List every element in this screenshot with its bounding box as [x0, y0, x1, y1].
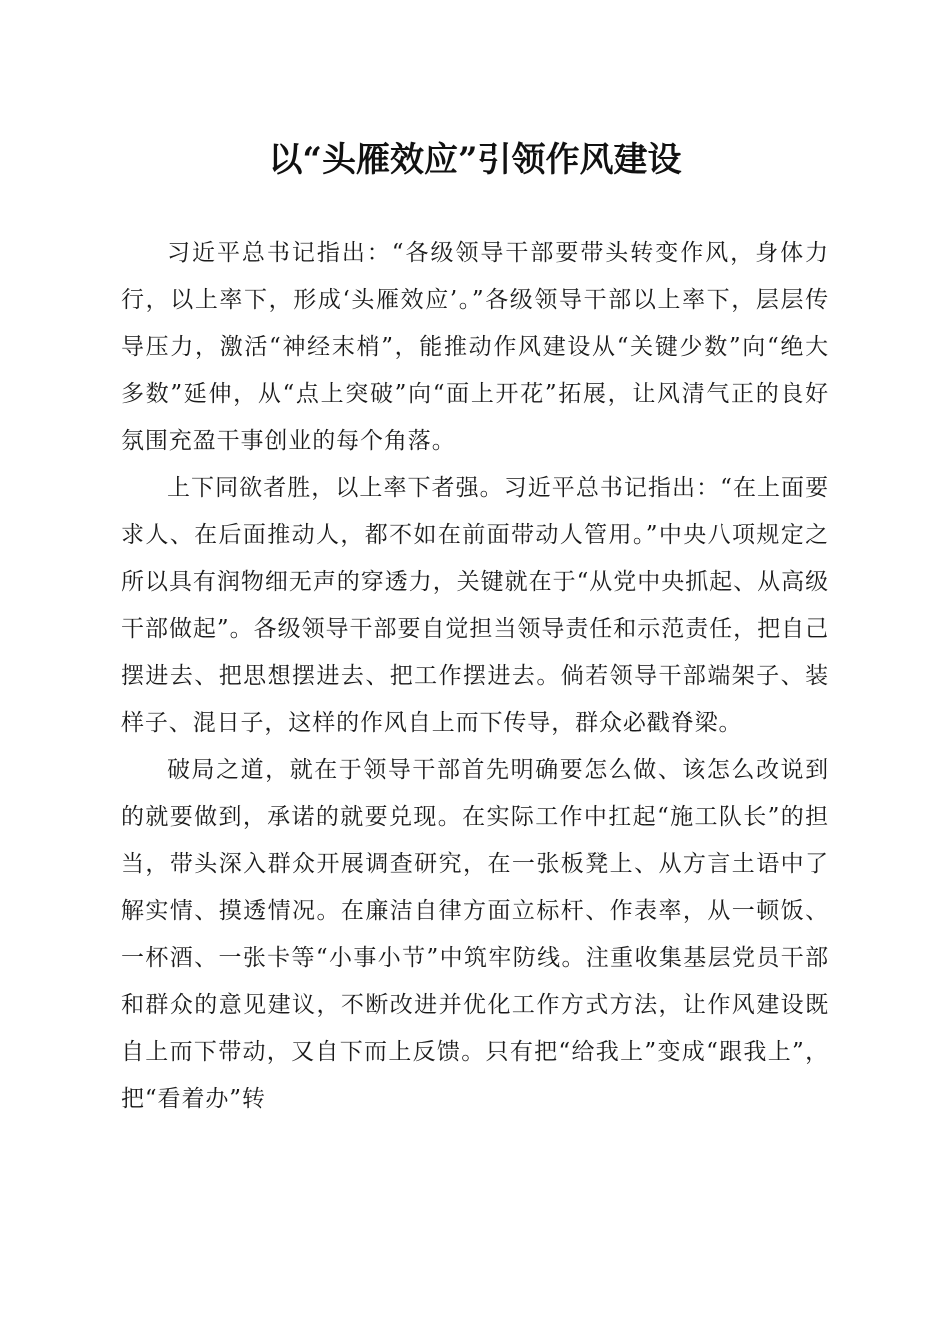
document-title: 以“头雁效应”引领作风建设	[268, 140, 682, 180]
paragraph-3: 破局之道，就在于领导干部首先明确要怎么做、该怎么改说到的就要做到，承诺的就要兑现。在实际工作中扛起“施工队长”的担当，带头深入群众开展调查研究，在一张板凳上、从方言土语中了解实情、摸透情况。在廉洁自律方面立标杆、作表率，从一顿饭、一杯酒、一张卡等“小事小节”中筑牢防线。注重收集基层党员干部和群众的意见建议，不断改进并优化工作方式方法，让作风建设既自上而下带动，又自下而上反馈。只有把“给我上”变成“跟我上”，把“看着办”转	[121, 757, 829, 1112]
document-body	[121, 230, 829, 1123]
paragraph-1: 习近平总书记指出：“各级领导干部要带头转变作风，身体力行，以上率下，形成‘头雁效应’。”各级领导干部以上率下，层层传导压力，激活“神经末梢”，能推动作风建设从“关键少数”向“绝大多数”延伸，从“点上突破”向“面上开花”拓展，让风清气正的良好氛围充盈干事创业的每个角落。	[121, 240, 829, 454]
paragraph-2: 上下同欲者胜，以上率下者强。习近平总书记指出：“在上面要求人、在后面推动人，都不如在前面带动人管用。”中央八项规定之所以具有润物细无声的穿透力，关键就在于“从党中央抓起、从高级干部做起”。各级领导干部要自觉担当领导责任和示范责任，把自己摆进去、把思想摆进去、把工作摆进去。倘若领导干部端架子、装样子、混日子，这样的作风自上而下传导，群众必戳脊梁。	[121, 475, 829, 736]
